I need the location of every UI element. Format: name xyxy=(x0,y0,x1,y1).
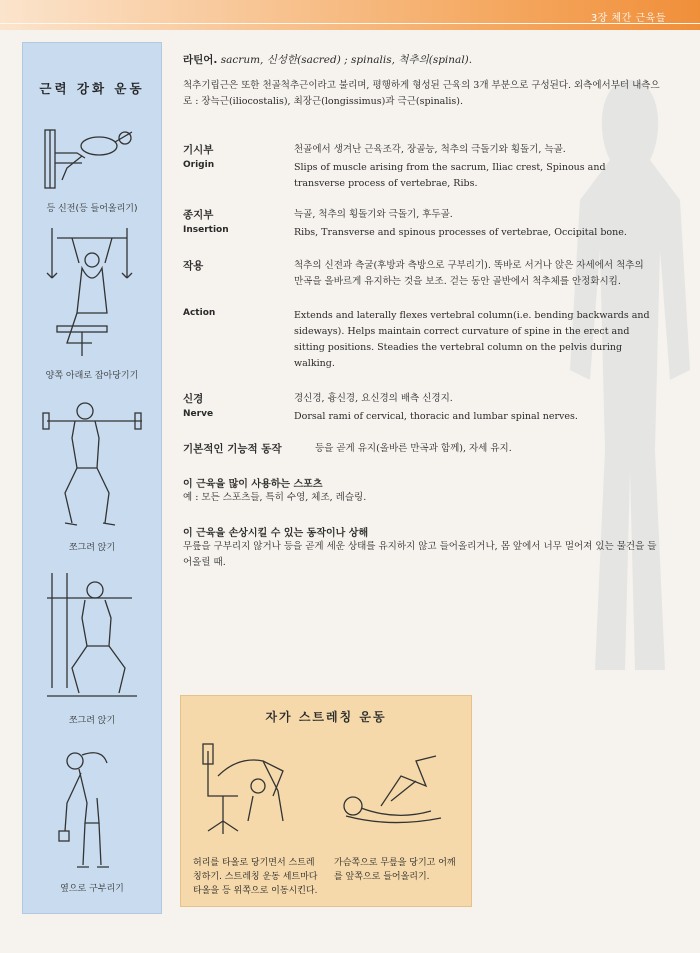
machine-squat-figure-icon xyxy=(37,568,147,703)
side-bend-figure-icon xyxy=(37,743,147,873)
muscle-etymology-text: sacrum, 신성한(sacred) ; spinalis, 척추의(spinal). xyxy=(220,54,473,66)
action-text-ko: 척추의 신전과 측굴(후방과 측방으로 구부리기). 똑바로 서거나 앉은 자세에서 척추의 만곡을 올바르게 유지하는 것을 보조. 걷는 동안 골반에서 척추체를 안정화시킴. xyxy=(294,260,644,287)
origin-label-ko: 기시부 xyxy=(183,144,214,156)
insertion-text-ko: 늑골, 척추의 횡돌기와 극돌기, 후두골. xyxy=(294,209,453,220)
sports-text: 예 : 모든 스포츠들, 특히 수영, 체조, 레슬링. xyxy=(183,492,367,503)
nerve-row xyxy=(183,391,663,431)
insertion-row xyxy=(183,207,663,247)
barbell-squat-figure-icon xyxy=(37,393,147,533)
nerve-label-en: Nerve xyxy=(183,409,214,419)
sidebar-title: 근력 강화 운동 xyxy=(39,81,145,96)
muscle-name-label: 라틴어. xyxy=(183,54,218,66)
sports-heading: 이 근육을 많이 사용하는 스포츠 xyxy=(183,479,323,490)
knee-to-chest-figure-icon xyxy=(331,746,461,831)
injury-text: 무릎을 구부리지 않거나 등을 곧게 세운 상태를 유지하지 않고 들어올리거나, 몸 앞에서 너무 멀어져 있는 물건을 들어올릴 때. xyxy=(183,541,657,568)
insertion-label-ko: 종지부 xyxy=(183,209,214,221)
nerve-text-ko: 경신경, 흉신경, 요신경의 배측 신경지. xyxy=(294,393,453,404)
muscle-etymology xyxy=(183,52,663,68)
towel-stretch-figure-icon xyxy=(193,736,323,836)
nerve-label-ko: 신경 xyxy=(183,393,204,405)
exercise-caption: 옆으로 구부리기 xyxy=(60,884,124,894)
insertion-text-en: Ribs, Transverse and spinous processes of vertebrae, Occipital bone. xyxy=(294,227,627,238)
muscle-description: 척추기립근은 또한 천골척추근이라고 불리며, 평행하게 형성된 근육의 3개 부분으로 구성된다. 외측에서부터 내측으로 : 장늑근(iliocostalis), 최장근(longissimus)과 극근(spinalis). xyxy=(183,80,660,107)
exercise-caption: 쪼그려 앉기 xyxy=(68,716,116,726)
action-label-ko: 작용 xyxy=(183,260,204,272)
origin-text-ko: 천골에서 생겨난 근육조각, 장골능, 척추의 극돌기와 횡돌기, 늑골. xyxy=(294,144,566,155)
origin-label-en: Origin xyxy=(183,160,215,170)
exercise-caption: 등 신전(등 들어올리기) xyxy=(46,204,138,214)
exercise-caption: 양쪽 아래로 잡아당기기 xyxy=(45,371,139,381)
back-extension-figure-icon xyxy=(37,118,147,193)
chapter-header-bar xyxy=(0,0,700,30)
self-stretch-box xyxy=(180,695,472,907)
self-stretch-caption-2: 가슴쪽으로 무릎을 당기고 어깨를 앞쪽으로 들어올리기. xyxy=(334,858,456,882)
functional-text: 등을 곧게 유지(올바른 만곡과 함께), 자세 유지. xyxy=(315,443,512,454)
lat-pulldown-figure-icon xyxy=(37,228,147,358)
strength-exercise-sidebar xyxy=(22,42,162,914)
self-stretch-caption-1: 허리를 타올로 당기면서 스트레칭하기. 스트레칭 운동 세트마다 타올을 등 위쪽으로 이동시킨다. xyxy=(193,858,318,896)
origin-text-en: Slips of muscle arising from the sacrum, Iliac crest, Spinous and transverse process of vertebrae, Ribs. xyxy=(294,162,606,189)
self-stretch-title: 자가 스트레칭 운동 xyxy=(265,710,387,724)
muscle-intro xyxy=(183,52,663,110)
action-row xyxy=(183,258,663,378)
insertion-label-en: Insertion xyxy=(183,225,229,235)
chapter-title: 3장 체간 근육들 xyxy=(590,13,666,24)
origin-row xyxy=(183,142,663,192)
action-text-en: Extends and laterally flexes vertebral column(i.e. bending backwards and sideways). Helps maintain correct curvature of spine in the erect and sitting positions. Steadies the vertebral column on the pelvis during walking. xyxy=(294,310,650,369)
exercise-caption: 쪼그려 앉기 xyxy=(68,543,116,553)
functional-row xyxy=(183,441,663,461)
functional-label: 기본적인 기능적 동작 xyxy=(183,443,282,455)
action-label-en: Action xyxy=(183,308,216,318)
nerve-text-en: Dorsal rami of cervical, thoracic and lumbar spinal nerves. xyxy=(294,411,578,422)
injury-heading: 이 근육을 손상시킬 수 있는 동작이나 상해 xyxy=(183,528,369,539)
